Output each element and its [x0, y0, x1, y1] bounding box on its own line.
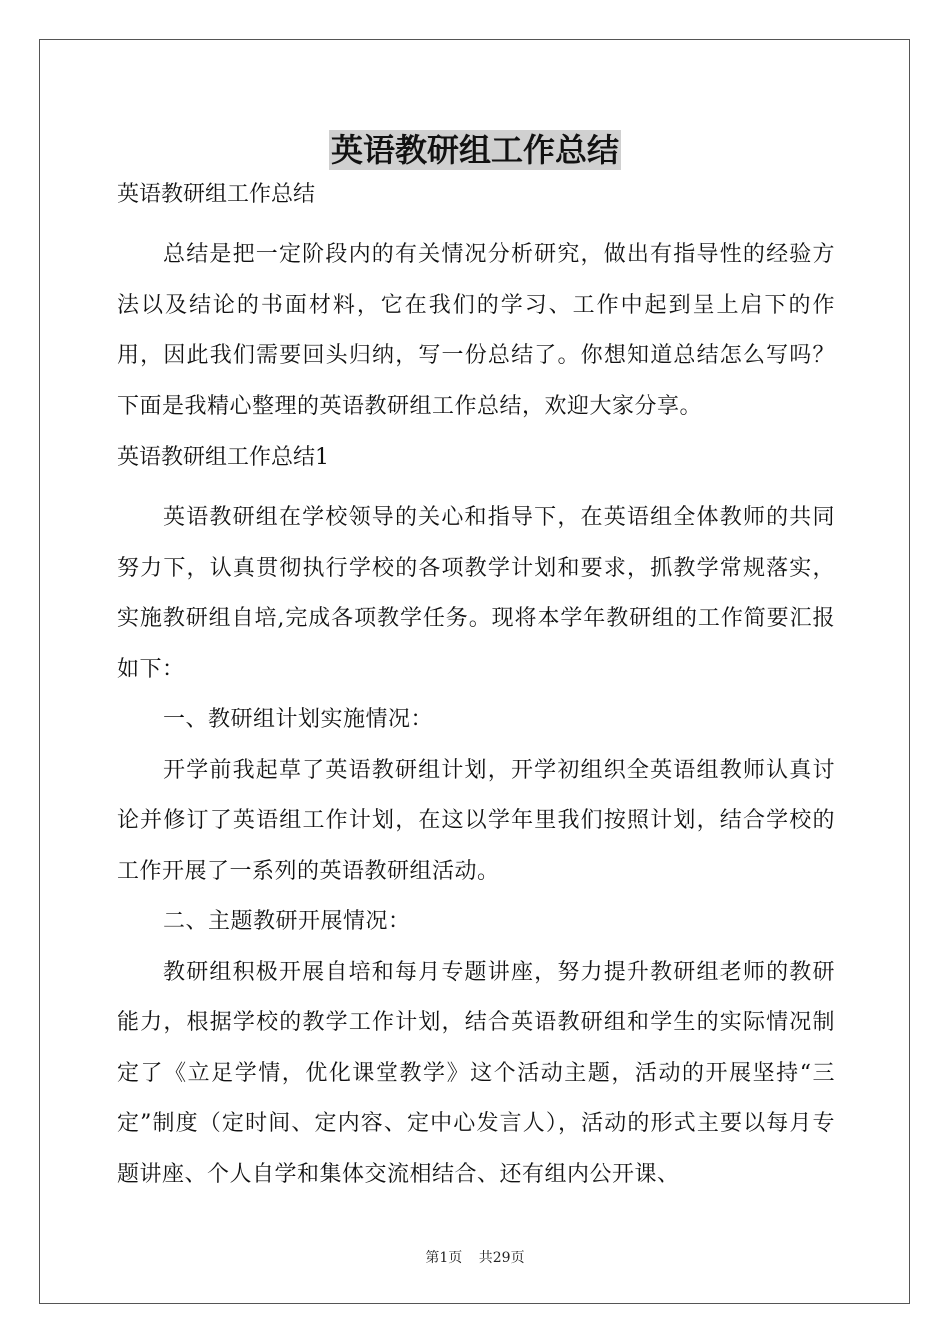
body-paragraph-3: 教研组积极开展自培和每月专题讲座，努力提升教研组老师的教研能力，根据学校的教学工作计划，结合英语教研组和学生的实际情况制定了《立足学情，优化课堂教学》这个活动主题，活动的开展坚持“三定”制度（定时间、定内容、定中心发言人），活动的形式主要以每月专题讲座、个人自学和集体交流相结合、还有组内公开课、: [117, 959, 835, 1187]
document-title: 英语教研组工作总结: [330, 131, 619, 169]
heading-theme-research: 二、主题教研开展情况：: [163, 909, 411, 934]
body-paragraph-2: 开学前我起草了英语教研组计划，开学初组织全英语组教师认真讨论并修订了英语组工作计划，在这以学年里我们按照计划，结合学校的工作开展了一系列的英语教研组活动。: [117, 757, 835, 884]
heading-plan-implementation: 一、教研组计划实施情况：: [163, 707, 434, 732]
page-footer: [0, 1247, 950, 1267]
intro-paragraph: 总结是把一定阶段内的有关情况分析研究，做出有指导性的经验方法以及结论的书面材料，它在我们的学习、工作中起到呈上启下的作用，因此我们需要回头归纳，写一份总结了。你想知道总结怎么写吗？下面是我精心整理的英语教研组工作总结，欢迎大家分享。: [117, 242, 835, 419]
document-body: [117, 182, 835, 1200]
body-paragraph-1: 英语教研组在学校领导的关心和指导下，在英语组全体教师的共同努力下，认真贯彻执行学校的各项教学计划和要求，抓教学常规落实，实施教研组自培,完成各项教学任务。现将本学年教研组的工作简要汇报如下：: [117, 505, 835, 682]
title-container: [0, 130, 950, 170]
section-heading: 英语教研组工作总结1: [117, 445, 329, 470]
document-subtitle: 英语教研组工作总结: [117, 182, 316, 207]
page-total: 共29页: [478, 1250, 525, 1266]
page-number: 第1页: [425, 1250, 463, 1266]
